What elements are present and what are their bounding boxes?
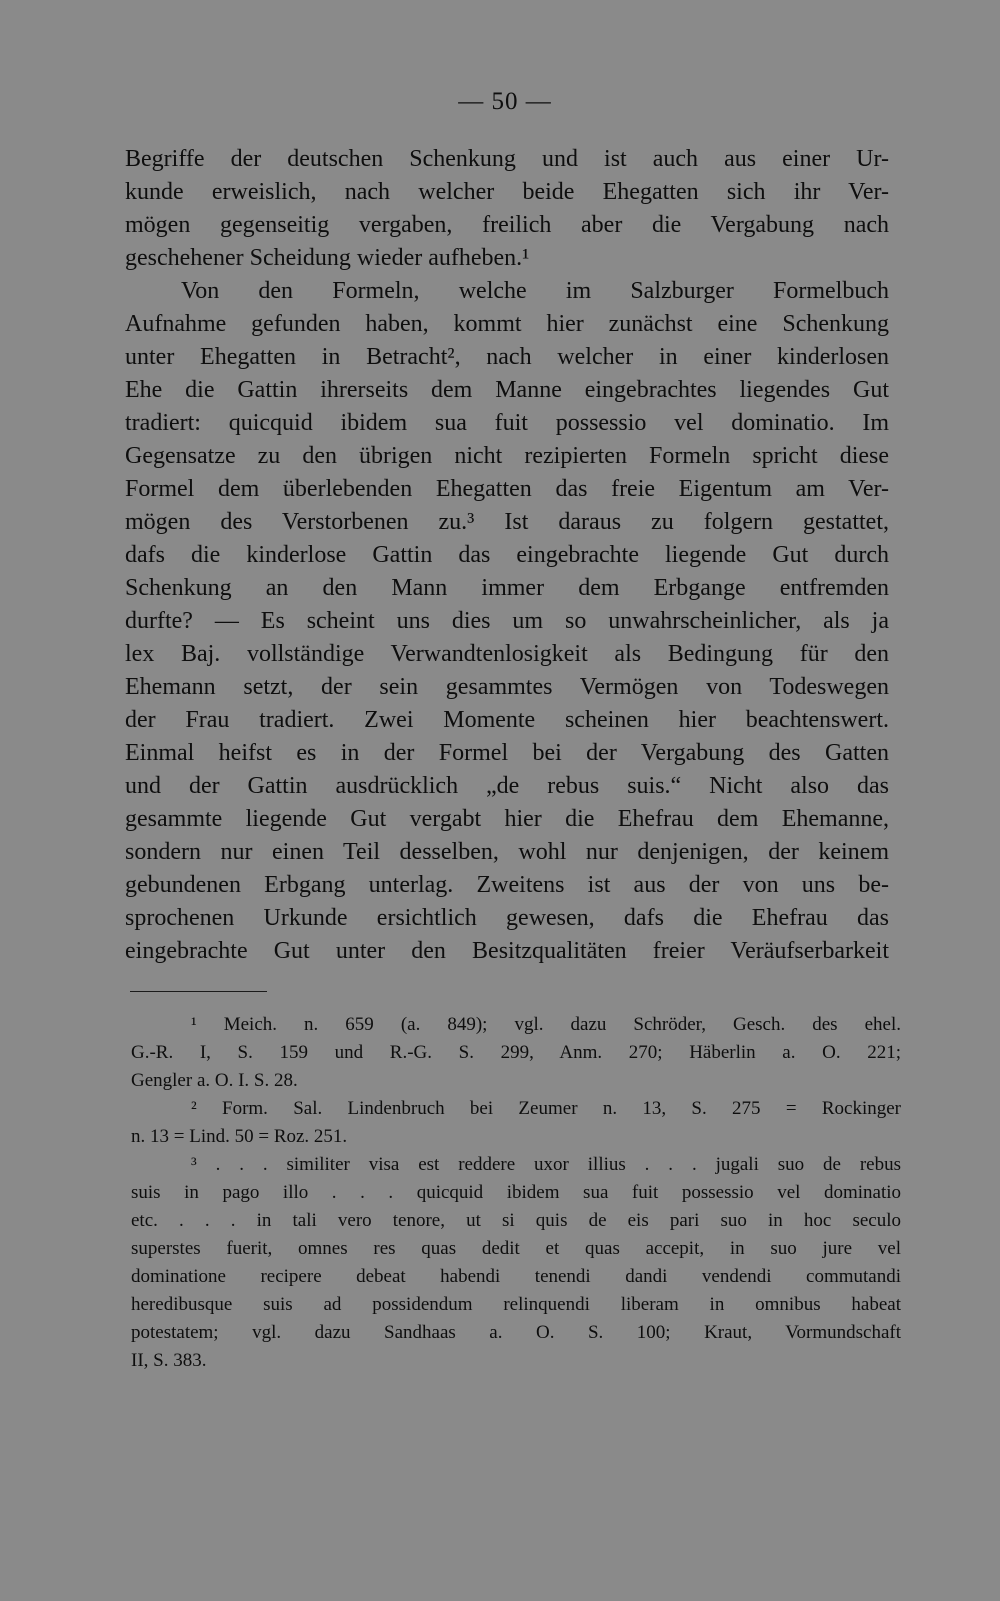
footnote-line: heredibusque suis ad possidendum relinquendi liberam in omnibus habeat <box>131 1294 901 1315</box>
text-line: gebundenen Erbgang unterlag. Zweitens ist aus der von uns be- <box>125 872 889 898</box>
text-line: der Frau tradiert. Zwei Momente scheinen hier beachtenswert. <box>125 707 889 733</box>
text-line: Ehe die Gattin ihrerseits dem Manne eingebrachtes liegendes Gut <box>125 377 889 403</box>
text-line: sprochenen Urkunde ersichtlich gewesen, dafs die Ehefrau das <box>125 905 889 931</box>
footnote-line: superstes fuerit, omnes res quas dedit et quas accepit, in suo jure vel <box>131 1238 901 1259</box>
text-line: tradiert: quicquid ibidem sua fuit possessio vel dominatio. Im <box>125 410 889 436</box>
footnote-line: G.-R. I, S. 159 und R.-G. S. 299, Anm. 270; Häberlin a. O. 221; <box>131 1042 901 1063</box>
page-number: — 50 — <box>458 88 552 115</box>
footnote-line: ¹ Meich. n. 659 (a. 849); vgl. dazu Schröder, Gesch. des ehel. <box>191 1014 901 1035</box>
text-line: durfte? — Es scheint uns dies um so unwahrscheinlicher, als ja <box>125 608 889 634</box>
text-line: sondern nur einen Teil desselben, wohl nur denjenigen, der keinem <box>125 839 889 865</box>
text-line: Formel dem überlebenden Ehegatten das freie Eigentum am Ver- <box>125 476 889 502</box>
footnote-separator <box>130 991 267 992</box>
text-line: Begriffe der deutschen Schenkung und ist auch aus einer Ur- <box>125 146 889 172</box>
text-line: Schenkung an den Mann immer dem Erbgange entfremden <box>125 575 889 601</box>
footnote-line: II, S. 383. <box>131 1350 207 1371</box>
text-line: kunde erweislich, nach welcher beide Ehegatten sich ihr Ver- <box>125 179 889 205</box>
footnote-line: ³ . . . similiter visa est reddere uxor illius . . . jugali suo de rebus <box>191 1154 901 1175</box>
text-line: unter Ehegatten in Betracht², nach welcher in einer kinderlosen <box>125 344 889 370</box>
footnotes <box>131 1011 901 1375</box>
text-line: gesammte liegende Gut vergabt hier die Ehefrau dem Ehemanne, <box>125 806 889 832</box>
text-line: Von den Formeln, welche im Salzburger Formelbuch <box>181 278 889 304</box>
text-line: geschehener Scheidung wieder aufheben.¹ <box>125 245 530 271</box>
text-line: Ehemann setzt, der sein gesammtes Vermögen von Todeswegen <box>125 674 889 700</box>
text-line: lex Baj. vollständige Verwandtenlosigkeit als Bedingung für den <box>125 641 889 667</box>
body-text <box>125 143 889 968</box>
text-line: Aufnahme gefunden haben, kommt hier zunächst eine Schenkung <box>125 311 889 337</box>
footnote-line: Gengler a. O. I. S. 28. <box>131 1070 298 1091</box>
text-line: mögen des Verstorbenen zu.³ Ist daraus zu folgern gestattet, <box>125 509 889 535</box>
text-line: dafs die kinderlose Gattin das eingebrachte liegende Gut durch <box>125 542 889 568</box>
footnote-line: dominatione recipere debeat habendi tenendi dandi vendendi commutandi <box>131 1266 901 1287</box>
footnote-line: potestatem; vgl. dazu Sandhaas a. O. S. 100; Kraut, Vormundschaft <box>131 1322 901 1343</box>
text-line: Gegensatze zu den übrigen nicht rezipierten Formeln spricht diese <box>125 443 889 469</box>
footnote-line: etc. . . . in tali vero tenore, ut si quis de eis pari suo in hoc seculo <box>131 1210 901 1231</box>
footnote-line: suis in pago illo . . . quicquid ibidem sua fuit possessio vel dominatio <box>131 1182 901 1203</box>
text-line: mögen gegenseitig vergaben, freilich aber die Vergabung nach <box>125 212 889 238</box>
text-line: eingebrachte Gut unter den Besitzqualitäten freier Veräufserbarkeit <box>125 938 889 964</box>
footnote-line: ² Form. Sal. Lindenbruch bei Zeumer n. 13, S. 275 = Rockinger <box>191 1098 901 1119</box>
footnote-line: n. 13 = Lind. 50 = Roz. 251. <box>131 1126 348 1147</box>
text-line: und der Gattin ausdrücklich „de rebus suis.“ Nicht also das <box>125 773 889 799</box>
text-line: Einmal heifst es in der Formel bei der Vergabung des Gatten <box>125 740 889 766</box>
